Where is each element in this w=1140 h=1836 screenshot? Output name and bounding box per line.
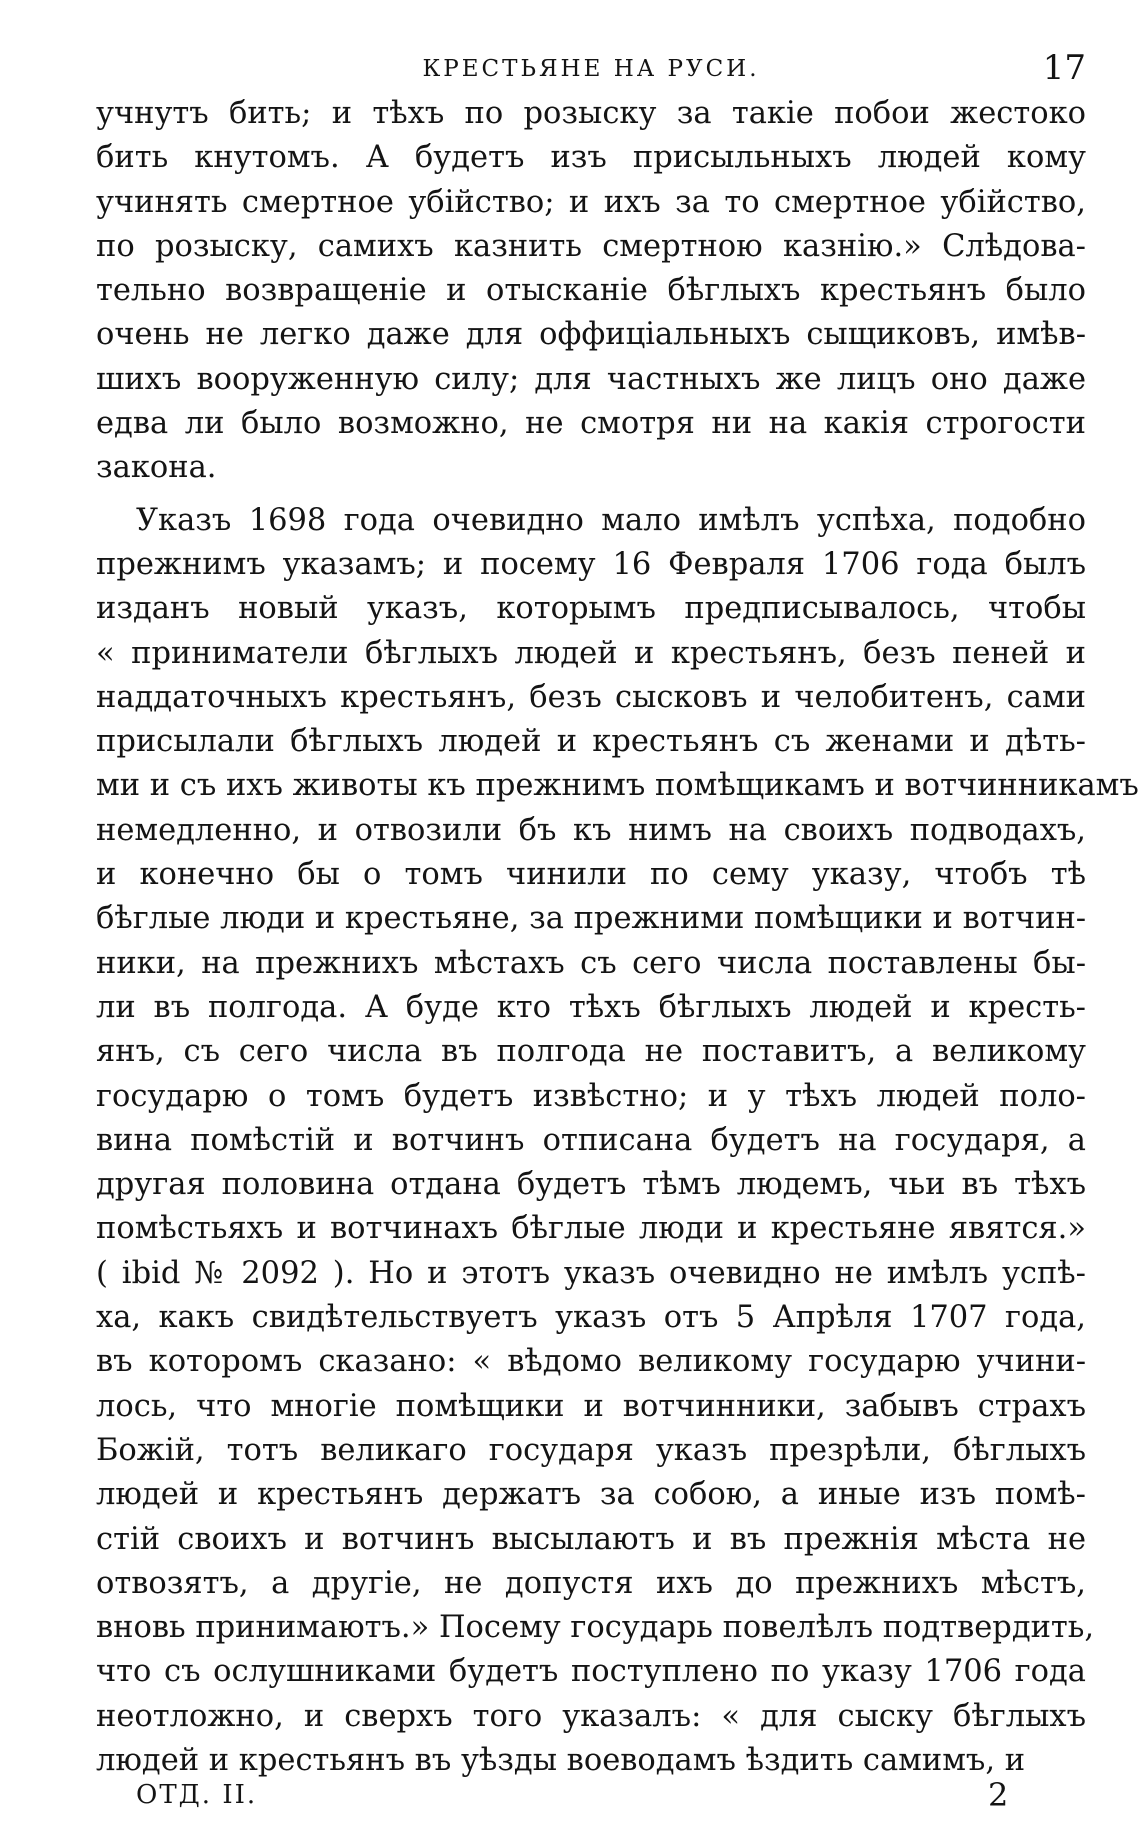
text-line: учинять смертное убійство; и ихъ за то смертное убійство, [96, 184, 1086, 220]
text-line: Божій, тотъ великаго государя указъ презрѣли, бѣглыхъ [96, 1432, 1086, 1468]
text-line: людей и крестьянъ держатъ за собою, а иные изъ помѣ- [96, 1477, 1086, 1513]
text-line: бить кнутомъ. А будетъ изъ присыльныхъ людей кому [96, 140, 1086, 176]
text-line: Указъ 1698 года очевидно мало имѣлъ успѣха, подобно [136, 502, 1086, 538]
text-line: шихъ вооруженную силу; для частныхъ же лицъ оно даже [96, 361, 1086, 397]
text-line: немедленно, и отвозили бъ къ нимъ на своихъ подводахъ, [96, 812, 1086, 848]
book-page [96, 40, 1139, 1820]
text-line: въ которомъ сказано: « вѣдомо великому государю учини- [96, 1344, 1086, 1380]
text-line: другая половина отдана будетъ тѣмъ людемъ, чьи въ тѣхъ [96, 1167, 1086, 1203]
text-line: вина помѣстій и вотчинъ отписана будетъ на государя, а [96, 1122, 1086, 1158]
text-line: ха, какъ свидѣтельствуетъ указъ отъ 5 Апрѣля 1707 года, [96, 1300, 1086, 1336]
paragraph-gap [96, 491, 1086, 499]
text-line: янъ, съ сего числа въ полгода не поставитъ, а великому [96, 1034, 1086, 1070]
running-head [96, 40, 1086, 92]
text-line: отвозятъ, а другіе, не допустя ихъ до прежнихъ мѣстъ, [96, 1565, 1086, 1601]
body-text [96, 92, 1139, 1783]
text-line: вновь принимаютъ.» Посему государь повелѣлъ подтвердить, [96, 1610, 1095, 1646]
text-line: стій своихъ и вотчинъ высылаютъ и въ прежнія мѣста не [96, 1521, 1086, 1557]
text-line: неотложно, и сверхъ того указалъ: « для сыску бѣглыхъ [96, 1698, 1086, 1734]
text-line: закона. [96, 450, 217, 486]
page-number: 17 [1042, 48, 1086, 88]
sheet-number: 2 [988, 1776, 1009, 1814]
text-line: очень не легко даже для оффиціальныхъ сыщиковъ, имѣв- [96, 317, 1086, 353]
page-footer [96, 1776, 1086, 1816]
text-line: ли въ полгода. А буде кто тѣхъ бѣглыхъ людей и кресть- [96, 989, 1086, 1025]
text-line: ми и съ ихъ животы къ прежнимъ помѣщикамъ и вотчинникамъ [96, 768, 1139, 804]
text-line: присылали бѣглыхъ людей и крестьянъ съ женами и дѣть- [96, 724, 1086, 760]
text-line: помѣстьяхъ и вотчинахъ бѣглые люди и крестьяне явятся.» [96, 1211, 1086, 1247]
text-line: ники, на прежнихъ мѣстахъ съ сего числа поставлены бы- [96, 945, 1086, 981]
text-line: по розыску, самихъ казнить смертною казнію.» Слѣдова- [96, 228, 1086, 264]
text-line: изданъ новый указъ, которымъ предписывалось, чтобы [96, 591, 1086, 627]
text-line: что съ ослушниками будетъ поступлено по указу 1706 года [96, 1654, 1086, 1690]
text-line: и конечно бы о томъ чинили по сему указу, чтобъ тѣ [96, 857, 1086, 893]
paragraph [96, 499, 1139, 1784]
text-line: ( ibid № 2092 ). Но и этотъ указъ очевидно не имѣлъ успѣ- [96, 1255, 1086, 1291]
signature-mark: ОТД. II. [136, 1780, 258, 1810]
text-line: людей и крестьянъ въ уѣзды воеводамъ ѣздить самимъ, и [96, 1742, 1026, 1778]
text-line: « приниматели бѣглыхъ людей и крестьянъ, безъ пеней и [96, 635, 1086, 671]
text-line: лось, что многіе помѣщики и вотчинники, забывъ страхъ [96, 1388, 1086, 1424]
text-line: тельно возвращеніе и отысканіе бѣглыхъ крестьянъ было [96, 273, 1086, 309]
running-title: КРЕСТЬЯНЕ НА РУСИ. [422, 56, 760, 82]
text-line: бѣглые люди и крестьяне, за прежними помѣщики и вотчин- [96, 901, 1087, 937]
text-line: наддаточныхъ крестьянъ, безъ сысковъ и челобитенъ, сами [96, 679, 1086, 715]
text-line: государю о томъ будетъ извѣстно; и у тѣхъ людей поло- [96, 1078, 1086, 1114]
text-line: учнутъ бить; и тѣхъ по розыску за такіе побои жестоко [96, 96, 1086, 131]
paragraph [96, 92, 1086, 491]
text-line: едва ли было возможно, не смотря ни на какія строгости [96, 406, 1086, 442]
text-line: прежнимъ указамъ; и посему 16 Февраля 1706 года былъ [96, 546, 1086, 582]
